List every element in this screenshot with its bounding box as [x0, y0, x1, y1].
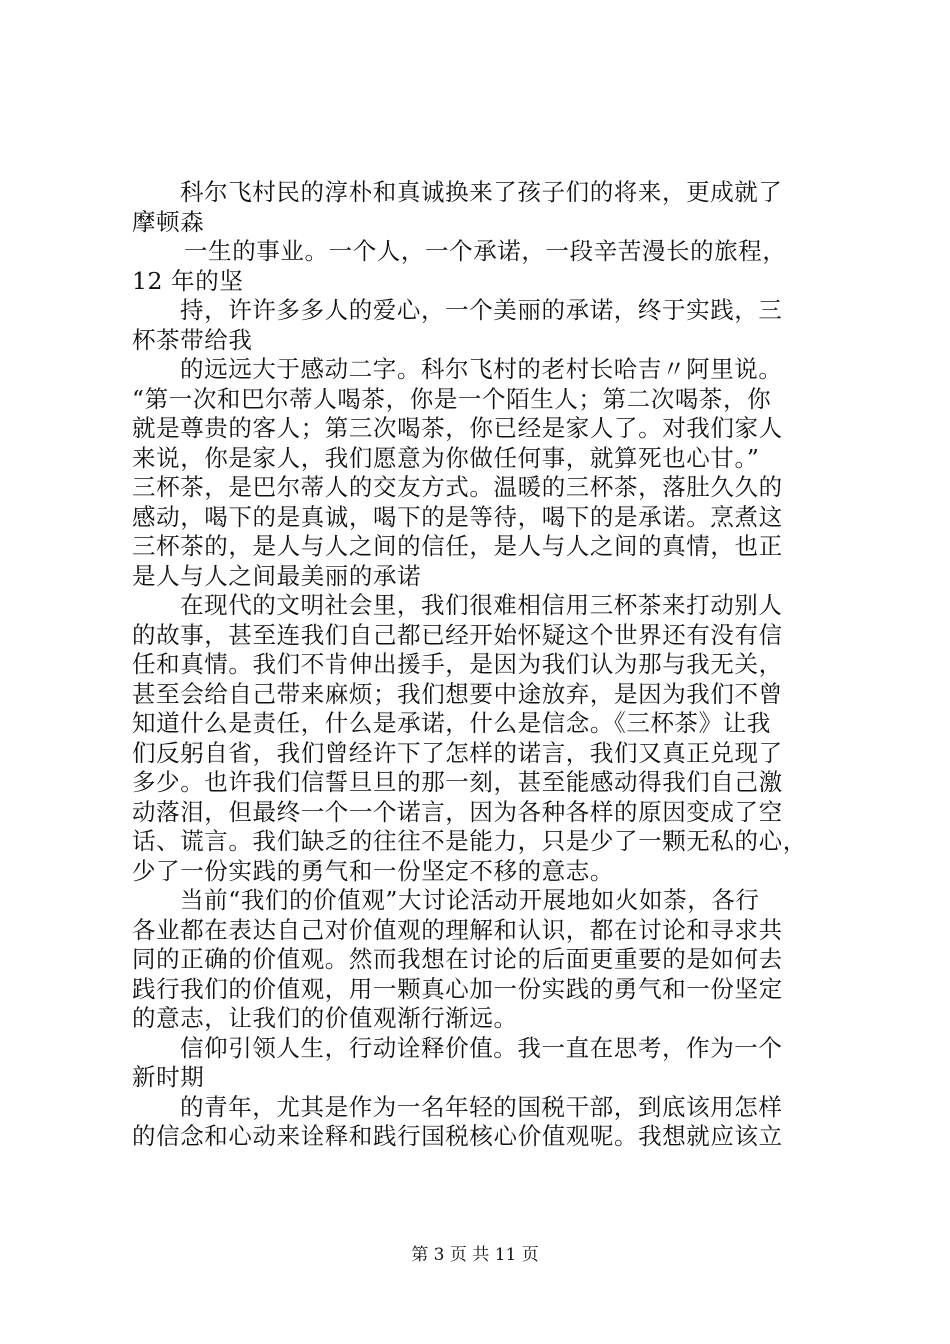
text-line: 三杯茶，是巴尔蒂人的交友方式。温暖的三杯茶，落肚久久的 — [132, 473, 783, 501]
text-line: 少了一份实践的勇气和一份坚定不移的意志。 — [132, 856, 614, 885]
text-line: 在现代的文明社会里，我们很难相信用三杯茶来打动别人 — [180, 591, 783, 619]
text-line: 一生的事业。一个人，一个承诺，一段辛苦漫长的旅程， — [184, 237, 787, 265]
text-line: 话、谎言。我们缺乏的往往不是能力，只是少了一颗无私的心， — [132, 827, 807, 855]
text-line: 持，许许多多人的爱心，一个美丽的承诺，终于实践，三 — [180, 296, 783, 324]
text-line: 科尔飞村民的淳朴和真诚换来了孩子们的将来，更成就了 — [180, 178, 783, 206]
text-line: 是人与人之间最美丽的承诺 — [132, 561, 422, 590]
text-line: 的意志，让我们的价值观渐行渐远。 — [132, 1004, 518, 1032]
page-footer — [0, 1244, 950, 1266]
text-line: 信仰引领人生，行动诠释价值。我一直在思考，作为一个 — [180, 1033, 783, 1062]
text-line: 同的正确的价值观。然而我想在讨论的后面更重要的是如何去 — [132, 945, 783, 973]
text-line: 的远远大于感动二字。科尔飞村的老村长哈吉〃阿里说。 — [180, 355, 783, 383]
text-line: 的信念和心动来诠释和践行国税核心价值观呢。我想就应该立 — [132, 1122, 783, 1150]
text-line: 多少。也许我们信誓旦旦的那一刻，甚至能感动得我们自己激 — [132, 768, 783, 796]
text-line: 杯茶带给我 — [132, 325, 253, 354]
text-line: 感动，喝下的是真诚，喝下的是等待，喝下的是承诺。烹煮这 — [132, 502, 783, 531]
text-line: 践行我们的价值观，用一颗真心加一份实践的勇气和一份坚定 — [132, 974, 783, 1003]
document-body — [132, 178, 832, 1152]
text-line: 当前“我们的价值观”大讨论活动开展地如火如荼，各行 — [180, 886, 760, 914]
text-line: 的故事，甚至连我们自己都已经开始怀疑这个世界还有没有信 — [132, 620, 783, 649]
text-line: 们反躬自省，我们曾经许下了怎样的诺言，我们又真正兑现了 — [132, 738, 783, 767]
text-line: 摩顿森 — [132, 207, 205, 236]
text-line: 甚至会给自己带来麻烦；我们想要中途放弃，是因为我们不曾 — [132, 679, 783, 708]
text-line: 就是尊贵的客人；第三次喝茶，你已经是家人了。对我们家人 — [132, 414, 783, 442]
text-line: 来说，你是家人，我们愿意为你做任何事，就算死也心甘。” — [132, 443, 760, 472]
text-line: 三杯茶的，是人与人之间的信任，是人与人之间的真情，也正 — [132, 532, 783, 560]
text-line: 知道什么是责任，什么是承诺，什么是信念。《三杯茶》让我 — [132, 709, 771, 737]
page-number: 第 3 页 共 11 页 — [411, 1245, 539, 1265]
text-line: 新时期 — [132, 1063, 205, 1091]
text-line: 12 年的坚 — [132, 266, 244, 295]
text-line: 动落泪，但最终一个一个诺言，因为各种各样的原因变成了空 — [132, 797, 783, 826]
text-line: 各业都在表达自己对价值观的理解和认识，都在讨论和寻求共 — [132, 915, 783, 944]
text-line: 的青年，尤其是作为一名年轻的国税干部，到底该用怎样 — [180, 1092, 783, 1121]
text-line: 任和真情。我们不肯伸出援手，是因为我们认为那与我无关， — [132, 650, 783, 678]
text-line: “第一次和巴尔蒂人喝茶，你是一个陌生人；第二次喝茶，你 — [132, 384, 772, 413]
